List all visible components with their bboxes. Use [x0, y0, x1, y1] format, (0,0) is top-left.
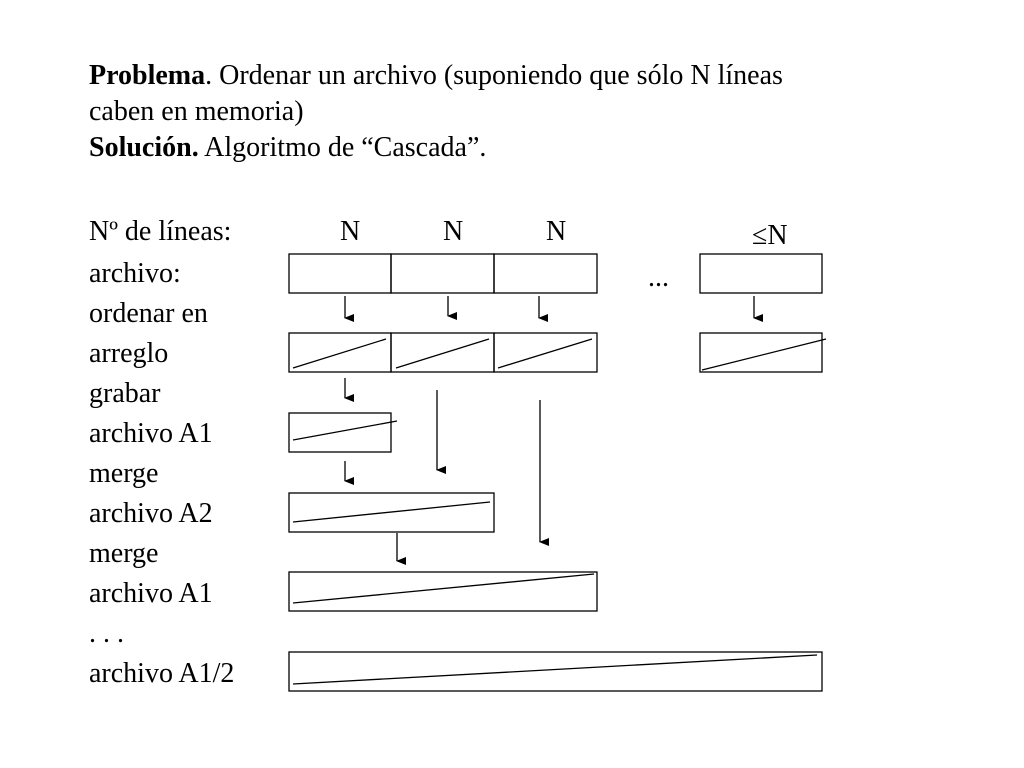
file-block-2 [391, 254, 494, 293]
row-label-merge-1: merge [89, 458, 159, 489]
ellipsis: ... [648, 262, 669, 293]
array-sorted-line-1 [293, 339, 386, 368]
array-sorted-line-2 [396, 339, 489, 368]
file-block-last [700, 254, 822, 293]
file-block-3 [494, 254, 597, 293]
col-header-last: ≤N [752, 220, 788, 251]
problem-line-2: caben en memoria) [89, 96, 304, 127]
file-final-block [289, 652, 822, 691]
col-header-2: N [443, 216, 464, 247]
problem-label: Problema [89, 60, 206, 91]
row-label-arreglo: arreglo [89, 338, 169, 369]
row-label-archivo-a2: archivo A2 [89, 498, 213, 529]
file-a1-merged-sorted-line [293, 574, 594, 603]
array-block-1 [289, 333, 391, 372]
array-sorted-line-3 [498, 339, 592, 368]
solution-label: Solución. [89, 132, 199, 163]
file-final-sorted-line [293, 655, 817, 684]
file-a1-block [289, 413, 391, 452]
col-header-3: N [546, 216, 567, 247]
row-label-merge-2: merge [89, 538, 159, 569]
array-sorted-line-last [702, 339, 826, 370]
file-block-1 [289, 254, 391, 293]
file-a1-sorted-line [293, 421, 397, 440]
array-block-3 [494, 333, 597, 372]
problem-text: . Ordenar un archivo (suponiendo que sólo N líneas [205, 60, 783, 91]
row-label-dots: . . . [89, 618, 124, 649]
array-block-2 [391, 333, 494, 372]
row-label-ordenar-en: ordenar en [89, 298, 208, 329]
row-label-archivo-a1: archivo A1 [89, 418, 213, 449]
lines-label: Nº de líneas: [89, 216, 232, 247]
row-label-archivo-a1-2: archivo A1/2 [89, 658, 235, 689]
row-label-archivo: archivo: [89, 258, 181, 289]
row-label-grabar: grabar [89, 378, 161, 409]
row-label-archivo-a1-b: archivo A1 [89, 578, 213, 609]
col-header-1: N [340, 216, 361, 247]
file-a2-sorted-line [293, 502, 490, 522]
solution-text: Algoritmo de “Cascada”. [198, 132, 487, 163]
